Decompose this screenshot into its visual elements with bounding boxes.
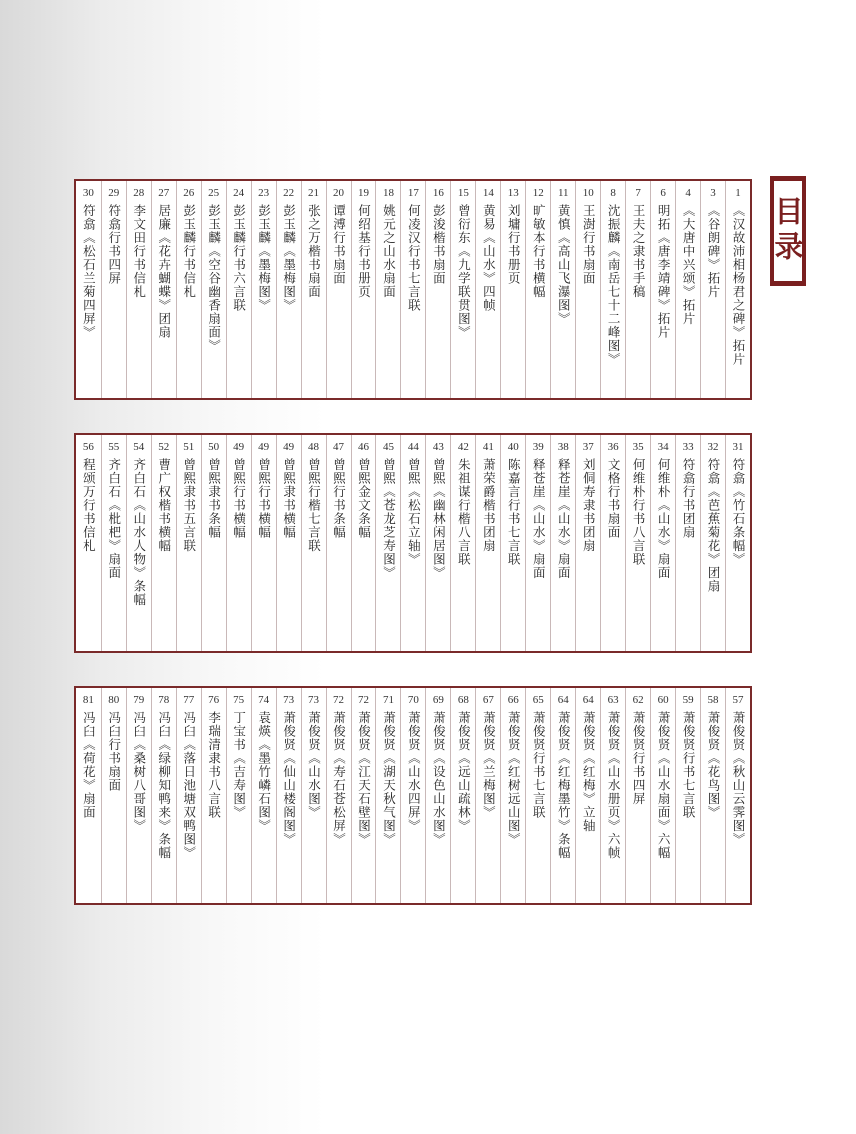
toc-entry[interactable] xyxy=(126,688,151,903)
toc-entry[interactable] xyxy=(226,181,251,398)
entry-title: 萧俊贤《红树远山图》 xyxy=(506,711,522,846)
entry-title: 齐白石《枇杷》扇面 xyxy=(106,458,122,580)
toc-entry[interactable] xyxy=(500,181,525,398)
toc-entry[interactable] xyxy=(475,181,500,398)
entry-title: 曾熙行书横幅 xyxy=(256,458,272,539)
page-number: 37 xyxy=(582,441,594,453)
page-number: 14 xyxy=(482,187,494,199)
entry-title: 刘侗寿隶书团扇 xyxy=(581,458,597,553)
entry-title: 曾熙隶书五言联 xyxy=(181,458,197,553)
entry-title: 曾熙隶书条幅 xyxy=(206,458,222,539)
page-number: 36 xyxy=(607,441,619,453)
entry-title: 丁宝书《吉寿图》 xyxy=(231,711,247,819)
page-title: 目录 xyxy=(770,176,806,286)
page-number: 11 xyxy=(557,187,569,199)
toc-entry[interactable] xyxy=(151,435,176,651)
entry-title: 姚元之山水扇面 xyxy=(381,204,397,299)
entry-title: 萧荣爵楷书团扇 xyxy=(481,458,497,553)
page-number: 68 xyxy=(457,694,469,706)
page-number: 51 xyxy=(183,441,195,453)
page-number: 72 xyxy=(333,694,345,706)
entry-title: 彭玉麟《墨梅图》 xyxy=(281,204,297,312)
entry-title: 何绍基行书册页 xyxy=(356,204,372,299)
entry-title: 李瑞清隶书八言联 xyxy=(206,711,222,819)
page-number: 45 xyxy=(382,441,394,453)
toc-entry[interactable] xyxy=(625,181,650,398)
entry-title: 彭玉麟行书六言联 xyxy=(231,204,247,312)
toc-entry[interactable] xyxy=(301,181,326,398)
page-number: 55 xyxy=(108,441,120,453)
toc-entry[interactable] xyxy=(276,435,301,651)
entry-title: 《谷朗碑》拓片 xyxy=(706,204,722,299)
page-number: 43 xyxy=(432,441,444,453)
toc-entry[interactable] xyxy=(326,688,351,903)
entry-title: 释苍崖《山水》扇面 xyxy=(531,458,547,580)
entry-title: 萧俊贤《远山疏林》 xyxy=(456,711,472,833)
page-number: 16 xyxy=(432,187,444,199)
entry-title: 符翕行书四屏 xyxy=(106,204,122,285)
page-number: 27 xyxy=(158,187,170,199)
page-number: 41 xyxy=(482,441,494,453)
page-number: 34 xyxy=(657,441,669,453)
entry-title: 《大唐中兴颂》拓片 xyxy=(681,204,697,326)
page-number: 31 xyxy=(732,441,744,453)
page-number: 65 xyxy=(532,694,544,706)
entry-title: 曾熙金文条幅 xyxy=(356,458,372,539)
page-number: 38 xyxy=(557,441,569,453)
page-number: 73 xyxy=(283,694,295,706)
entry-title: 萧俊贤《秋山云霁图》 xyxy=(731,711,747,846)
toc-entry[interactable] xyxy=(251,181,276,398)
toc-entry[interactable] xyxy=(400,688,425,903)
entry-title: 曾熙行楷七言联 xyxy=(306,458,322,553)
toc-entry[interactable] xyxy=(725,181,750,398)
entry-title: 萧俊贤《山水扇面》六幅 xyxy=(656,711,672,860)
toc-entry[interactable] xyxy=(625,435,650,651)
toc-entry[interactable] xyxy=(301,688,326,903)
toc-entry[interactable] xyxy=(276,181,301,398)
toc-entry[interactable] xyxy=(550,688,575,903)
page-number: 66 xyxy=(507,694,519,706)
toc-entry[interactable] xyxy=(126,181,151,398)
page-number: 78 xyxy=(158,694,170,706)
toc-entry[interactable] xyxy=(550,181,575,398)
entry-title: 彭玉麟《墨梅图》 xyxy=(256,204,272,312)
page-number: 33 xyxy=(682,441,694,453)
entry-title: 谭溥行书扇面 xyxy=(331,204,347,285)
toc-entry[interactable] xyxy=(600,181,625,398)
page-number: 39 xyxy=(532,441,544,453)
page-number: 67 xyxy=(482,694,494,706)
entry-title: 曾熙《苍龙芝寿图》 xyxy=(381,458,397,580)
toc-entry[interactable] xyxy=(475,688,500,903)
toc-entry[interactable] xyxy=(201,181,226,398)
entry-title: 萧俊贤行书七言联 xyxy=(681,711,697,819)
page-number: 8 xyxy=(610,187,616,199)
page-number: 76 xyxy=(208,694,220,706)
page-number: 23 xyxy=(258,187,270,199)
toc-entry[interactable] xyxy=(101,435,126,651)
toc-entry[interactable] xyxy=(101,181,126,398)
toc-entry[interactable] xyxy=(151,181,176,398)
entry-title: 彭玉麟《空谷幽香扇面》 xyxy=(206,204,222,353)
toc-entry[interactable] xyxy=(650,688,675,903)
toc-entry[interactable] xyxy=(400,435,425,651)
page-number: 72 xyxy=(357,694,369,706)
toc-entry[interactable] xyxy=(575,688,600,903)
page-number: 57 xyxy=(732,694,744,706)
entry-title: 符翕《芭蕉菊花》团扇 xyxy=(706,458,722,593)
toc-entry[interactable] xyxy=(675,435,700,651)
page-number: 49 xyxy=(283,441,295,453)
page-number: 42 xyxy=(457,441,469,453)
toc-entry[interactable] xyxy=(600,435,625,651)
entry-title: 程颂万行书信札 xyxy=(81,458,97,553)
page-number: 46 xyxy=(357,441,369,453)
page-number: 62 xyxy=(632,694,644,706)
toc-entry[interactable] xyxy=(650,435,675,651)
entry-title: 萧俊贤《红梅》立轴 xyxy=(581,711,597,833)
page-number: 1 xyxy=(735,187,741,199)
entry-title: 萧俊贤《花鸟图》 xyxy=(706,711,722,819)
toc-entry[interactable] xyxy=(251,435,276,651)
toc-entry[interactable] xyxy=(700,181,725,398)
page-number: 50 xyxy=(208,441,220,453)
page-number: 18 xyxy=(382,187,394,199)
page-number: 56 xyxy=(82,441,94,453)
toc-entry[interactable] xyxy=(575,435,600,651)
page-number: 21 xyxy=(308,187,320,199)
toc-entry[interactable] xyxy=(400,181,425,398)
toc-entry[interactable] xyxy=(700,435,725,651)
entry-title: 何维朴行书八言联 xyxy=(631,458,647,566)
entry-title: 曹广权楷书横幅 xyxy=(156,458,172,553)
toc-entry[interactable] xyxy=(450,181,475,398)
page-number: 77 xyxy=(183,694,195,706)
entry-title: 明拓《唐李靖碑》拓片 xyxy=(656,204,672,339)
page-number: 58 xyxy=(707,694,719,706)
page-number: 64 xyxy=(557,694,569,706)
toc-section-2 xyxy=(74,433,752,653)
entry-title: 萧俊贤《仙山楼阁图》 xyxy=(281,711,297,846)
entry-title: 旷敏本行书横幅 xyxy=(531,204,547,299)
entry-title: 冯臼《落日池塘双鸭图》 xyxy=(181,711,197,860)
page-number: 30 xyxy=(82,187,94,199)
page-number: 22 xyxy=(283,187,295,199)
toc-entry[interactable] xyxy=(675,688,700,903)
toc-entry[interactable] xyxy=(675,181,700,398)
page-number: 17 xyxy=(407,187,419,199)
toc-entry[interactable] xyxy=(326,181,351,398)
entry-title: 萧俊贤《山水图》 xyxy=(306,711,322,819)
page-number: 20 xyxy=(333,187,345,199)
entry-title: 何凌汉行书七言联 xyxy=(406,204,422,312)
entry-title: 曾熙行书条幅 xyxy=(331,458,347,539)
entry-title: 萧俊贤《山水册页》六帧 xyxy=(606,711,622,860)
page-number: 60 xyxy=(657,694,669,706)
toc-entry[interactable] xyxy=(525,181,550,398)
toc-entry[interactable] xyxy=(351,435,376,651)
toc-entry[interactable] xyxy=(425,688,450,903)
toc-entry[interactable] xyxy=(276,688,301,903)
toc-entry[interactable] xyxy=(550,435,575,651)
toc-entry[interactable] xyxy=(351,688,376,903)
entry-title: 冯臼《荷花》扇面 xyxy=(81,711,97,819)
entry-title: 彭浚楷书扇面 xyxy=(431,204,447,285)
toc-entry[interactable] xyxy=(226,435,251,651)
entry-title: 齐白石《山水人物》条幅 xyxy=(131,458,147,607)
entry-title: 萧俊贤《湖天秋气图》 xyxy=(381,711,397,846)
entry-title: 沈振麟《南岳七十二峰图》 xyxy=(606,204,622,366)
page-number: 35 xyxy=(632,441,644,453)
toc-entry[interactable] xyxy=(700,688,725,903)
entry-title: 曾熙《松石立轴》 xyxy=(406,458,422,566)
entry-title: 萧俊贤《寿石苍松屏》 xyxy=(331,711,347,846)
entry-title: 李文田行书信札 xyxy=(131,204,147,299)
toc-entry[interactable] xyxy=(301,435,326,651)
page-number: 52 xyxy=(158,441,170,453)
toc-entry[interactable] xyxy=(326,435,351,651)
page-number: 25 xyxy=(208,187,220,199)
page-number: 70 xyxy=(407,694,419,706)
toc-entry[interactable] xyxy=(725,435,750,651)
entry-title: 符翕行书团扇 xyxy=(681,458,697,539)
toc-entry[interactable] xyxy=(600,688,625,903)
entry-title: 居廉《花卉蝴蝶》团扇 xyxy=(156,204,172,339)
page-number: 69 xyxy=(432,694,444,706)
entry-title: 文格行书扇面 xyxy=(606,458,622,539)
entry-title: 王澍行书扇面 xyxy=(581,204,597,285)
toc-entry[interactable] xyxy=(201,688,226,903)
page-number: 24 xyxy=(233,187,245,199)
entry-title: 冯臼《桑树八哥图》 xyxy=(131,711,147,833)
toc-entry[interactable] xyxy=(151,688,176,903)
page-number: 49 xyxy=(233,441,245,453)
entry-title: 萧俊贤行书七言联 xyxy=(531,711,547,819)
page-number: 47 xyxy=(333,441,345,453)
entry-title: 冯臼《绿柳知鸭来》条幅 xyxy=(156,711,172,860)
page-number: 26 xyxy=(183,187,195,199)
toc-entry[interactable] xyxy=(226,688,251,903)
page-number: 15 xyxy=(457,187,469,199)
toc-entry[interactable] xyxy=(76,688,101,903)
page-number: 71 xyxy=(382,694,394,706)
page-number: 19 xyxy=(357,187,369,199)
toc-entry[interactable] xyxy=(500,435,525,651)
toc-entry[interactable] xyxy=(176,435,201,651)
entry-title: 释苍崖《山水》扇面 xyxy=(556,458,572,580)
toc-entry[interactable] xyxy=(625,688,650,903)
entry-title: 萧俊贤《山水四屏》 xyxy=(406,711,422,833)
toc-entry[interactable] xyxy=(450,688,475,903)
page-number: 10 xyxy=(582,187,594,199)
page-number: 75 xyxy=(233,694,245,706)
toc-entry[interactable] xyxy=(76,181,101,398)
entry-title: 冯臼行书扇面 xyxy=(106,711,122,792)
entry-title: 萧俊贤《江天石壁图》 xyxy=(356,711,372,846)
page-number: 13 xyxy=(507,187,519,199)
page-number: 81 xyxy=(82,694,94,706)
entry-title: 朱祖谋行楷八言联 xyxy=(456,458,472,566)
toc-entry[interactable] xyxy=(450,435,475,651)
page-number: 63 xyxy=(607,694,619,706)
toc-section-3 xyxy=(74,686,752,905)
toc-entry[interactable] xyxy=(375,181,400,398)
toc-entry[interactable] xyxy=(176,688,201,903)
entry-title: 萧俊贤《红梅墨竹》条幅 xyxy=(556,711,572,860)
toc-entry[interactable] xyxy=(525,688,550,903)
page-number: 44 xyxy=(407,441,419,453)
toc-entry[interactable] xyxy=(525,435,550,651)
entry-title: 《汉故沛相杨君之碑》拓片 xyxy=(731,204,747,366)
toc-entry[interactable] xyxy=(126,435,151,651)
toc-entry[interactable] xyxy=(76,435,101,651)
toc-entry[interactable] xyxy=(201,435,226,651)
entry-title: 彭玉麟行书信札 xyxy=(181,204,197,299)
page-number: 6 xyxy=(660,187,666,199)
page-number: 80 xyxy=(108,694,120,706)
entry-title: 黄易《山水》四帧 xyxy=(481,204,497,312)
page-number: 12 xyxy=(532,187,544,199)
page-number: 28 xyxy=(133,187,145,199)
page-number: 29 xyxy=(108,187,120,199)
page-number: 64 xyxy=(582,694,594,706)
entry-title: 何维朴《山水》扇面 xyxy=(656,458,672,580)
entry-title: 陈嘉言行书七言联 xyxy=(506,458,522,566)
toc-entry[interactable] xyxy=(425,435,450,651)
entry-title: 萧俊贤《设色山水图》 xyxy=(431,711,447,846)
toc-entry[interactable] xyxy=(575,181,600,398)
entry-title: 萧俊贤《兰梅图》 xyxy=(481,711,497,819)
page-number: 74 xyxy=(258,694,270,706)
toc-entry[interactable] xyxy=(725,688,750,903)
page-number: 3 xyxy=(710,187,716,199)
page-number: 32 xyxy=(707,441,719,453)
entry-title: 张之万楷书扇面 xyxy=(306,204,322,299)
page-number: 4 xyxy=(685,187,691,199)
toc-entry[interactable] xyxy=(650,181,675,398)
page-number: 48 xyxy=(308,441,320,453)
entry-title: 黄慎《高山飞瀑图》 xyxy=(556,204,572,326)
toc-entry[interactable] xyxy=(475,435,500,651)
toc-entry[interactable] xyxy=(351,181,376,398)
page-number: 40 xyxy=(507,441,519,453)
entry-title: 曾熙隶书横幅 xyxy=(281,458,297,539)
entry-title: 曾熙《幽林闲居图》 xyxy=(431,458,447,580)
page-number: 54 xyxy=(133,441,145,453)
entry-title: 曾熙行书横幅 xyxy=(231,458,247,539)
page-number: 7 xyxy=(635,187,641,199)
entry-title: 刘墉行书册页 xyxy=(506,204,522,285)
entry-title: 王夫之隶书手稿 xyxy=(631,204,647,299)
page-number: 59 xyxy=(682,694,694,706)
page-number: 79 xyxy=(133,694,145,706)
toc-entry[interactable] xyxy=(375,435,400,651)
entry-title: 萧俊贤行书四屏 xyxy=(631,711,647,806)
toc-entry[interactable] xyxy=(101,688,126,903)
toc-entry[interactable] xyxy=(176,181,201,398)
toc-entry[interactable] xyxy=(375,688,400,903)
entry-title: 符翕《竹石条幅》 xyxy=(731,458,747,566)
entry-title: 曾衍东《九学联贯图》 xyxy=(456,204,472,339)
toc-entry[interactable] xyxy=(251,688,276,903)
entry-title: 袁煐《墨竹嶙石图》 xyxy=(256,711,272,833)
toc-entry[interactable] xyxy=(500,688,525,903)
page-number: 49 xyxy=(258,441,270,453)
toc-section-1 xyxy=(74,179,752,400)
page-number: 73 xyxy=(308,694,320,706)
entry-title: 符翕《松石兰菊四屏》 xyxy=(81,204,97,339)
toc-entry[interactable] xyxy=(425,181,450,398)
